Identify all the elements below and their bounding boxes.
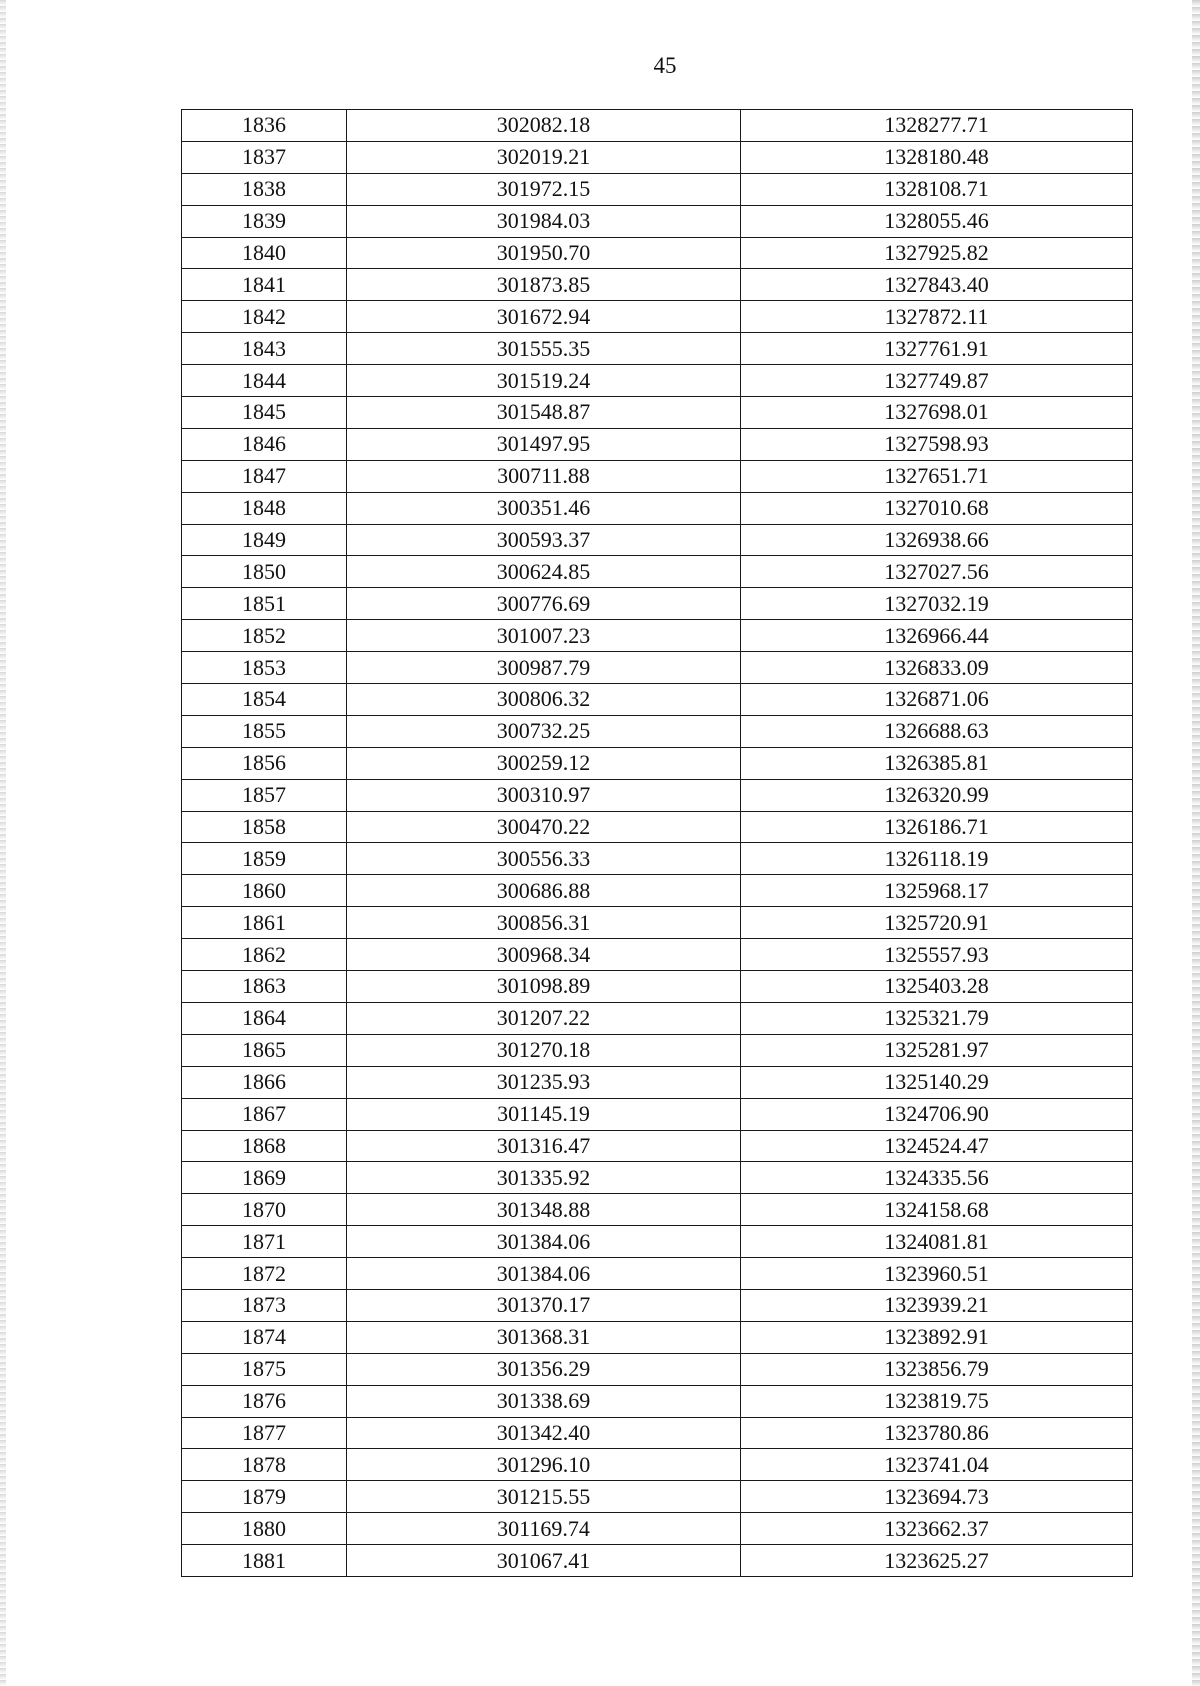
x-coordinate-cell: 301384.06 (347, 1226, 741, 1258)
y-coordinate-cell: 1323819.75 (741, 1385, 1133, 1417)
table-row (182, 428, 1133, 460)
point-number-cell: 1876 (182, 1385, 347, 1417)
point-number-cell: 1847 (182, 460, 347, 492)
x-coordinate-cell: 301007.23 (347, 620, 741, 652)
table-row (182, 747, 1133, 779)
x-coordinate-cell: 301098.89 (347, 971, 741, 1003)
x-coordinate-cell: 301497.95 (347, 428, 741, 460)
y-coordinate-cell: 1326833.09 (741, 652, 1133, 684)
y-coordinate-cell: 1323662.37 (741, 1513, 1133, 1545)
y-coordinate-cell: 1328180.48 (741, 141, 1133, 173)
table-row (182, 779, 1133, 811)
table-row (182, 1226, 1133, 1258)
y-coordinate-cell: 1327598.93 (741, 428, 1133, 460)
x-coordinate-cell: 301873.85 (347, 269, 741, 301)
point-number-cell: 1846 (182, 428, 347, 460)
y-coordinate-cell: 1324158.68 (741, 1194, 1133, 1226)
x-coordinate-cell: 300806.32 (347, 684, 741, 716)
table-row (182, 110, 1133, 142)
point-number-cell: 1856 (182, 747, 347, 779)
table-row (182, 971, 1133, 1003)
table-row (182, 556, 1133, 588)
point-number-cell: 1840 (182, 237, 347, 269)
point-number-cell: 1874 (182, 1321, 347, 1353)
x-coordinate-cell: 300310.97 (347, 779, 741, 811)
y-coordinate-cell: 1326871.06 (741, 684, 1133, 716)
table-row (182, 1002, 1133, 1034)
point-number-cell: 1844 (182, 365, 347, 397)
x-coordinate-cell: 301984.03 (347, 205, 741, 237)
table-row (182, 1417, 1133, 1449)
table-row (182, 588, 1133, 620)
coordinate-table-body (182, 110, 1133, 1577)
point-number-cell: 1872 (182, 1258, 347, 1290)
point-number-cell: 1869 (182, 1162, 347, 1194)
table-row (182, 843, 1133, 875)
y-coordinate-cell: 1326688.63 (741, 715, 1133, 747)
x-coordinate-cell: 301972.15 (347, 173, 741, 205)
table-row (182, 1194, 1133, 1226)
table-row (182, 301, 1133, 333)
point-number-cell: 1868 (182, 1130, 347, 1162)
table-row (182, 269, 1133, 301)
x-coordinate-cell: 301555.35 (347, 333, 741, 365)
x-coordinate-cell: 301338.69 (347, 1385, 741, 1417)
x-coordinate-cell: 300259.12 (347, 747, 741, 779)
y-coordinate-cell: 1323694.73 (741, 1481, 1133, 1513)
x-coordinate-cell: 300686.88 (347, 875, 741, 907)
table-row (182, 1162, 1133, 1194)
table-row (182, 1481, 1133, 1513)
table-row (182, 715, 1133, 747)
x-coordinate-cell: 300987.79 (347, 652, 741, 684)
table-row (182, 939, 1133, 971)
x-coordinate-cell: 301316.47 (347, 1130, 741, 1162)
y-coordinate-cell: 1323939.21 (741, 1289, 1133, 1321)
point-number-cell: 1865 (182, 1034, 347, 1066)
x-coordinate-cell: 301950.70 (347, 237, 741, 269)
y-coordinate-cell: 1328108.71 (741, 173, 1133, 205)
point-number-cell: 1849 (182, 524, 347, 556)
point-number-cell: 1862 (182, 939, 347, 971)
y-coordinate-cell: 1327027.56 (741, 556, 1133, 588)
scan-edge-left (0, 0, 6, 1686)
table-row (182, 237, 1133, 269)
x-coordinate-cell: 301067.41 (347, 1545, 741, 1577)
point-number-cell: 1855 (182, 715, 347, 747)
y-coordinate-cell: 1326966.44 (741, 620, 1133, 652)
point-number-cell: 1838 (182, 173, 347, 205)
page-number: 45 (653, 53, 677, 78)
y-coordinate-cell: 1325557.93 (741, 939, 1133, 971)
point-number-cell: 1861 (182, 907, 347, 939)
y-coordinate-cell: 1325403.28 (741, 971, 1133, 1003)
table-row (182, 1098, 1133, 1130)
point-number-cell: 1839 (182, 205, 347, 237)
table-row (182, 492, 1133, 524)
y-coordinate-cell: 1326320.99 (741, 779, 1133, 811)
y-coordinate-cell: 1327698.01 (741, 397, 1133, 429)
x-coordinate-cell: 301384.06 (347, 1258, 741, 1290)
point-number-cell: 1841 (182, 269, 347, 301)
x-coordinate-cell: 301342.40 (347, 1417, 741, 1449)
point-number-cell: 1845 (182, 397, 347, 429)
table-row (182, 173, 1133, 205)
table-row (182, 1289, 1133, 1321)
y-coordinate-cell: 1323625.27 (741, 1545, 1133, 1577)
x-coordinate-cell: 300732.25 (347, 715, 741, 747)
point-number-cell: 1867 (182, 1098, 347, 1130)
x-coordinate-cell: 300593.37 (347, 524, 741, 556)
point-number-cell: 1864 (182, 1002, 347, 1034)
y-coordinate-cell: 1323780.86 (741, 1417, 1133, 1449)
y-coordinate-cell: 1326186.71 (741, 811, 1133, 843)
point-number-cell: 1851 (182, 588, 347, 620)
point-number-cell: 1870 (182, 1194, 347, 1226)
x-coordinate-cell: 301270.18 (347, 1034, 741, 1066)
table-row (182, 524, 1133, 556)
point-number-cell: 1843 (182, 333, 347, 365)
y-coordinate-cell: 1327872.11 (741, 301, 1133, 333)
y-coordinate-cell: 1327651.71 (741, 460, 1133, 492)
point-number-cell: 1860 (182, 875, 347, 907)
point-number-cell: 1848 (182, 492, 347, 524)
y-coordinate-cell: 1327761.91 (741, 333, 1133, 365)
point-number-cell: 1852 (182, 620, 347, 652)
x-coordinate-cell: 301356.29 (347, 1353, 741, 1385)
table-row (182, 620, 1133, 652)
point-number-cell: 1836 (182, 110, 347, 142)
x-coordinate-cell: 300470.22 (347, 811, 741, 843)
x-coordinate-cell: 301368.31 (347, 1321, 741, 1353)
y-coordinate-cell: 1327032.19 (741, 588, 1133, 620)
table-row (182, 1130, 1133, 1162)
table-row (182, 141, 1133, 173)
table-row (182, 333, 1133, 365)
y-coordinate-cell: 1328277.71 (741, 110, 1133, 142)
x-coordinate-cell: 302019.21 (347, 141, 741, 173)
y-coordinate-cell: 1325720.91 (741, 907, 1133, 939)
point-number-cell: 1859 (182, 843, 347, 875)
table-row (182, 205, 1133, 237)
point-number-cell: 1879 (182, 1481, 347, 1513)
x-coordinate-cell: 301145.19 (347, 1098, 741, 1130)
point-number-cell: 1850 (182, 556, 347, 588)
x-coordinate-cell: 301207.22 (347, 1002, 741, 1034)
x-coordinate-cell: 300711.88 (347, 460, 741, 492)
point-number-cell: 1854 (182, 684, 347, 716)
point-number-cell: 1857 (182, 779, 347, 811)
x-coordinate-cell: 301348.88 (347, 1194, 741, 1226)
x-coordinate-cell: 300968.34 (347, 939, 741, 971)
x-coordinate-cell: 301519.24 (347, 365, 741, 397)
y-coordinate-cell: 1326118.19 (741, 843, 1133, 875)
x-coordinate-cell: 300856.31 (347, 907, 741, 939)
y-coordinate-cell: 1324524.47 (741, 1130, 1133, 1162)
table-row (182, 1034, 1133, 1066)
y-coordinate-cell: 1325321.79 (741, 1002, 1133, 1034)
table-row (182, 1066, 1133, 1098)
x-coordinate-cell: 301335.92 (347, 1162, 741, 1194)
y-coordinate-cell: 1323741.04 (741, 1449, 1133, 1481)
point-number-cell: 1881 (182, 1545, 347, 1577)
y-coordinate-cell: 1328055.46 (741, 205, 1133, 237)
x-coordinate-cell: 301296.10 (347, 1449, 741, 1481)
point-number-cell: 1877 (182, 1417, 347, 1449)
table-row (182, 684, 1133, 716)
y-coordinate-cell: 1323960.51 (741, 1258, 1133, 1290)
point-number-cell: 1837 (182, 141, 347, 173)
table-row (182, 1258, 1133, 1290)
y-coordinate-cell: 1323892.91 (741, 1321, 1133, 1353)
table-row (182, 875, 1133, 907)
point-number-cell: 1866 (182, 1066, 347, 1098)
x-coordinate-cell: 301548.87 (347, 397, 741, 429)
table-row (182, 1545, 1133, 1577)
point-number-cell: 1842 (182, 301, 347, 333)
y-coordinate-cell: 1323856.79 (741, 1353, 1133, 1385)
table-row (182, 811, 1133, 843)
y-coordinate-cell: 1325140.29 (741, 1066, 1133, 1098)
y-coordinate-cell: 1325968.17 (741, 875, 1133, 907)
y-coordinate-cell: 1327843.40 (741, 269, 1133, 301)
x-coordinate-cell: 301672.94 (347, 301, 741, 333)
table-row (182, 907, 1133, 939)
y-coordinate-cell: 1325281.97 (741, 1034, 1133, 1066)
x-coordinate-cell: 302082.18 (347, 110, 741, 142)
table-row (182, 365, 1133, 397)
coordinate-table (181, 109, 1133, 1577)
point-number-cell: 1858 (182, 811, 347, 843)
point-number-cell: 1853 (182, 652, 347, 684)
point-number-cell: 1878 (182, 1449, 347, 1481)
x-coordinate-cell: 300351.46 (347, 492, 741, 524)
x-coordinate-cell: 301235.93 (347, 1066, 741, 1098)
point-number-cell: 1875 (182, 1353, 347, 1385)
y-coordinate-cell: 1327749.87 (741, 365, 1133, 397)
y-coordinate-cell: 1326938.66 (741, 524, 1133, 556)
y-coordinate-cell: 1324706.90 (741, 1098, 1133, 1130)
table-row (182, 1385, 1133, 1417)
x-coordinate-cell: 301215.55 (347, 1481, 741, 1513)
scan-edge-right (1192, 0, 1200, 1686)
x-coordinate-cell: 301370.17 (347, 1289, 741, 1321)
table-row (182, 1449, 1133, 1481)
table-row (182, 1353, 1133, 1385)
table-row (182, 460, 1133, 492)
point-number-cell: 1880 (182, 1513, 347, 1545)
x-coordinate-cell: 300624.85 (347, 556, 741, 588)
point-number-cell: 1873 (182, 1289, 347, 1321)
x-coordinate-cell: 300556.33 (347, 843, 741, 875)
table-row (182, 652, 1133, 684)
y-coordinate-cell: 1324335.56 (741, 1162, 1133, 1194)
y-coordinate-cell: 1327010.68 (741, 492, 1133, 524)
y-coordinate-cell: 1327925.82 (741, 237, 1133, 269)
y-coordinate-cell: 1324081.81 (741, 1226, 1133, 1258)
x-coordinate-cell: 301169.74 (347, 1513, 741, 1545)
table-row (182, 397, 1133, 429)
x-coordinate-cell: 300776.69 (347, 588, 741, 620)
point-number-cell: 1863 (182, 971, 347, 1003)
table-row (182, 1513, 1133, 1545)
y-coordinate-cell: 1326385.81 (741, 747, 1133, 779)
point-number-cell: 1871 (182, 1226, 347, 1258)
table-row (182, 1321, 1133, 1353)
